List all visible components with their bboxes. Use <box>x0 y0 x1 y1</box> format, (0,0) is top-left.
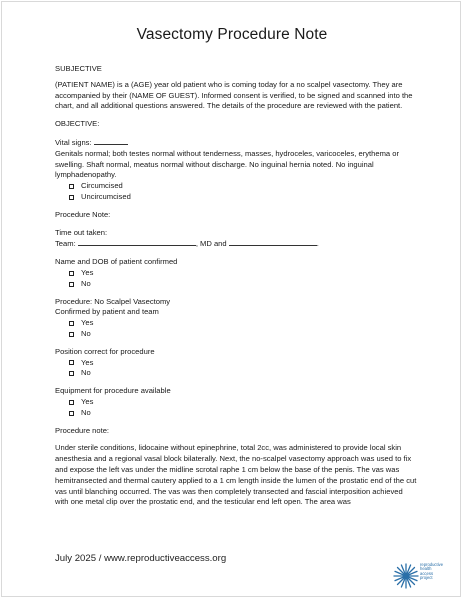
checkbox[interactable] <box>69 371 74 376</box>
page-title: Vasectomy Procedure Note <box>136 26 328 43</box>
option-label: Yes <box>81 357 94 367</box>
confirmed-yes[interactable] <box>55 318 417 329</box>
position-no[interactable] <box>55 368 417 379</box>
logo-text-line: health <box>420 566 432 572</box>
option-label: No <box>81 278 91 288</box>
checkbox[interactable] <box>69 282 74 287</box>
checkbox[interactable] <box>69 360 74 365</box>
procedure-note-2-text: Under sterile conditions, lidocaine without epinephrine, total 2cc, was administered to provide local skin anesthesia and a regional vasal block bilaterally. Next, the no-scalpel vasectomy approach was used to fix and expose the left vas under the midline scrotal raphe 1 cm below the base of the penis. The vas was hemitransected and thermal cautery applied to a 1 cm length inside the lumen of the prostatic end of the cut vas until blanching occurred. The vas was then completely transected and fascial interposition achieved with one metal clip over the prostatic end, and the testicular end left open. The area was <box>55 443 417 507</box>
equipment-yes[interactable] <box>55 397 417 408</box>
objective-heading: OBJECTIVE: <box>55 119 100 129</box>
checkbox[interactable] <box>69 411 74 416</box>
footer-text: July 2025 / www.reproductiveaccess.org <box>55 553 227 564</box>
checkbox[interactable] <box>69 184 74 189</box>
exam-text: Genitals normal; both testes normal without tenderness, masses, hydroceles, varicoceles, erythema or swelling. Shaft normal, meatus normal without discharge. No inguinal hernia noted. No inguinal lymphadenopathy. <box>55 148 399 180</box>
team-label: Team: <box>55 239 76 249</box>
logo-text-line: project <box>420 575 433 581</box>
time-out-label: Time out taken: <box>55 227 108 237</box>
checkbox[interactable] <box>69 271 74 276</box>
subjective-text: (PATIENT NAME) is a (AGE) year old patient who is coming today for a no scalpel vasectomy. They are accompanied by their (NAME OF GUEST). Informed consent is verified, to be signed and scanned into the chart, and all additional questions answered. The details of the procedure are reviewed with the patient. <box>55 79 413 111</box>
procedure-note-heading: Procedure Note: <box>55 209 111 219</box>
subjective-heading: SUBJECTIVE <box>55 64 102 73</box>
checkbox[interactable] <box>69 321 74 326</box>
confirmed-no[interactable] <box>55 329 417 340</box>
option-uncircumcised[interactable] <box>55 192 417 203</box>
vital-signs-label: Vital signs: <box>55 137 92 147</box>
team-line <box>55 238 417 250</box>
team-blank-2[interactable] <box>229 238 319 249</box>
option-label: No <box>81 328 91 338</box>
vital-signs-blank[interactable] <box>94 137 128 145</box>
checkbox[interactable] <box>69 332 74 337</box>
equipment-label: Equipment for procedure available <box>55 386 171 396</box>
logo-text <box>420 563 454 581</box>
position-yes[interactable] <box>55 358 417 369</box>
md-and-label: , MD and <box>195 239 227 249</box>
logo-text-line: access <box>420 570 434 576</box>
option-label: Circumcised <box>81 181 123 191</box>
procedure-label: Procedure: No Scalpel Vasectomy <box>55 296 171 306</box>
procedure-note-2-heading: Procedure note: <box>55 425 110 435</box>
vital-signs-line <box>55 137 417 149</box>
option-label: No <box>81 407 91 417</box>
rhap-logo-icon <box>392 562 420 590</box>
option-label: Yes <box>81 396 94 406</box>
option-label: Uncircumcised <box>81 191 131 201</box>
option-circumcised[interactable] <box>55 181 417 192</box>
logo-text-line: reproductive <box>420 562 444 567</box>
team-blank-1[interactable] <box>78 238 196 246</box>
name-dob-label: Name and DOB of patient confirmed <box>55 257 178 267</box>
document-body <box>55 64 417 508</box>
team-end: . <box>316 239 319 249</box>
confirmed-label: Confirmed by patient and team <box>55 307 159 317</box>
position-label: Position correct for procedure <box>55 346 155 356</box>
checkbox[interactable] <box>69 400 74 405</box>
checkbox[interactable] <box>69 195 74 200</box>
option-label: Yes <box>81 267 94 277</box>
equipment-no[interactable] <box>55 408 417 419</box>
option-label: No <box>81 368 91 378</box>
name-dob-no[interactable] <box>55 279 417 290</box>
name-dob-yes[interactable] <box>55 268 417 279</box>
option-label: Yes <box>81 318 94 328</box>
